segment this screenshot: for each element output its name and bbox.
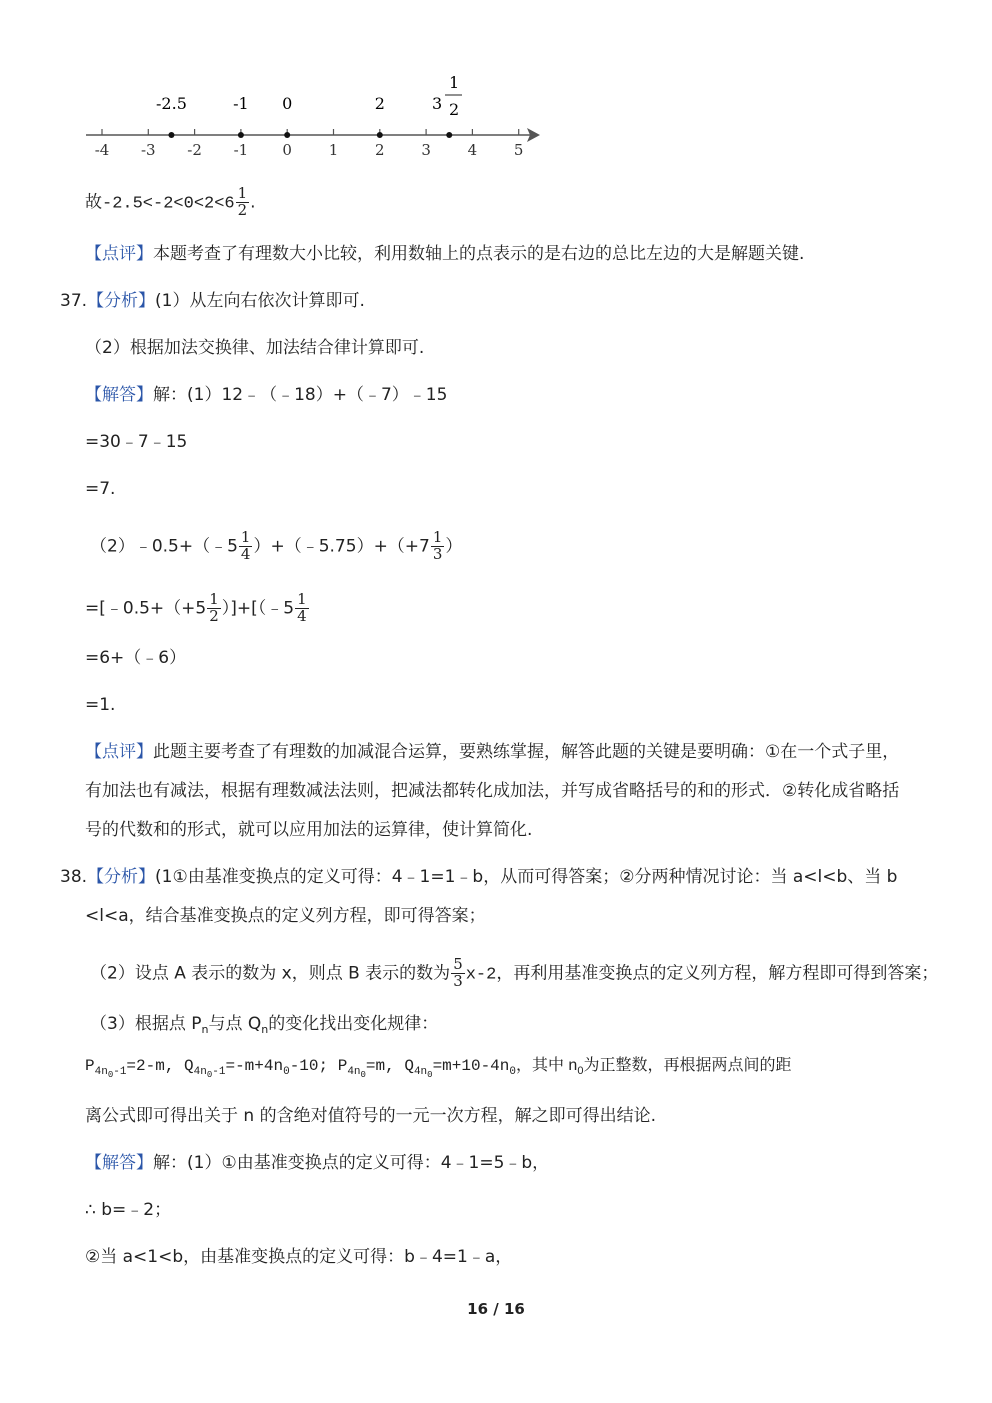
axis-tick-label: -2 (187, 141, 202, 159)
answer-tag: 【解答】 (85, 1153, 153, 1173)
q2-sub (414, 1066, 433, 1078)
axis-tick-label: -3 (140, 141, 156, 159)
frac-num: 1 (297, 590, 307, 608)
sub-text: 4n (413, 1066, 428, 1078)
q37-answer-1: 解：(1）12﹣（﹣18）+（﹣7）﹣15 (153, 385, 448, 405)
q38-analysis-2: <l<a，结合基准变换点的定义列方程，即可得答案； (85, 906, 486, 926)
q1: Q (184, 1057, 194, 1075)
q37-step-2: =7. (85, 479, 116, 499)
q37-part2-a: （2）﹣0.5+（﹣5 (90, 536, 238, 557)
frac-num: 1 (240, 528, 251, 546)
frac-num: 1 (432, 528, 443, 546)
q38-a4-a: （3）根据点 P (90, 1014, 202, 1034)
sub-text: 4n (94, 1066, 108, 1078)
review-text: 本题考查了有理数大小比较，利用数轴上的点表示的是右边的总比左边的大是解题关键. (153, 244, 805, 264)
frac-1-3 (431, 530, 445, 563)
q1-val-tail: -10; (289, 1057, 329, 1075)
q37-part2 (90, 530, 462, 563)
q38-analysis-6: 离公式即可得出关于 n 的含绝对值符号的一元一次方程，解之即可得出结论. (85, 1106, 656, 1126)
axis-tick-label: -4 (94, 141, 110, 159)
subsub-text: 0 (427, 1070, 433, 1080)
axis-tick-label: 0 (282, 141, 292, 159)
axis-tick-label: 3 (421, 141, 431, 159)
q37-step-3 (85, 592, 310, 625)
q37-part2-b: ）+（﹣5.75）+（+7 (253, 536, 430, 557)
frac-den: 3 (453, 971, 463, 990)
q37-step-1: =30﹣7﹣15 (85, 432, 188, 452)
q38-a4-b: 与点 Q (208, 1014, 262, 1034)
frac-1-4b (295, 592, 309, 625)
q37-step-3-a: =[﹣0.5+（+5 (85, 598, 207, 619)
frac-den: 2 (209, 606, 219, 625)
number-line-point (284, 132, 290, 138)
frac-1-4 (239, 530, 253, 563)
frac-1-2 (207, 592, 221, 625)
q38-answer-3: ②当 a<1<b，由基准变换点的定义可得：b﹣4=1﹣a， (85, 1247, 513, 1267)
q37-review-2: 有加法也有减法，根据有理数减法法则，把减法都转化成加法，并写成省略括号的和的形式．②转化成省略括 (85, 781, 900, 801)
review-36 (85, 243, 804, 265)
subscript: n (261, 1023, 269, 1036)
analysis-tag: 【分析】 (87, 867, 156, 887)
tail-a: ，其中 n (515, 1057, 578, 1074)
frac-num: 1 (209, 590, 219, 608)
q37-step-5: =1. (85, 695, 116, 715)
q1-val: =-m+4n (225, 1057, 284, 1075)
q37-part2-c: ） (445, 536, 463, 557)
axis-tick-label: 4 (467, 141, 478, 159)
q38-answer-1 (85, 1152, 549, 1174)
q38-analysis-1 (60, 866, 897, 888)
q37-analysis (60, 290, 365, 312)
point-label: -1 (233, 94, 249, 113)
q1-sub (194, 1066, 226, 1078)
order-end: . (250, 192, 256, 213)
subsub-text: 0 (107, 1070, 114, 1080)
number-line-point (238, 132, 244, 138)
frac-5-3 (451, 957, 465, 990)
q37-review-1 (85, 741, 899, 763)
answer-tag: 【解答】 (85, 385, 153, 405)
point-label-whole: 3 (432, 94, 443, 113)
point-label-num: 1 (449, 73, 460, 92)
subsub-text: 0 (360, 1070, 366, 1080)
q2: Q (404, 1057, 414, 1075)
point-label-den: 2 (449, 100, 460, 119)
axis-tick-label: 5 (513, 141, 524, 159)
q38-a4-c: 的变化找出变化规律： (268, 1014, 439, 1034)
q37-number: 37. (60, 291, 88, 311)
q38-ans-1: 解：(1）①由基准变换点的定义可得：4﹣1=5﹣b， (153, 1153, 550, 1173)
q2-val-sub: 0 (509, 1066, 516, 1078)
q37-review-3: 号的代数和的形式，就可以应用加法的运算律，使计算简化. (85, 820, 533, 840)
point-label: 2 (374, 94, 385, 113)
sub-text: 4n (347, 1066, 361, 1078)
review-tag: 【点评】 (85, 742, 153, 762)
order-frac-den: 2 (237, 200, 248, 219)
p1: P (85, 1057, 95, 1075)
order-fraction (236, 186, 250, 219)
order-line (85, 186, 256, 219)
q37-answer (85, 384, 447, 406)
sub-text: 4n (193, 1066, 207, 1078)
q38-a3-c: ，再利用基准变换点的定义列方程，解方程即可得到答案； (496, 963, 939, 984)
point-label: 0 (282, 94, 293, 113)
page-number: 16 / 16 (467, 1300, 525, 1318)
order-frac-num: 1 (237, 184, 248, 202)
sub-tail: -1 (212, 1066, 226, 1078)
axis-tick-label: -1 (233, 141, 249, 159)
frac-den: 4 (297, 606, 307, 625)
q38-a3-b: x-2 (465, 965, 497, 985)
order-prefix: 故 (85, 192, 102, 213)
tail-sub: 0 (577, 1065, 584, 1077)
number-line-point (168, 132, 174, 138)
p2: P (337, 1057, 348, 1075)
q1-val-sub: 0 (283, 1066, 290, 1078)
q38-answer-2: ∴ b=﹣2； (85, 1200, 172, 1220)
q37-step-4: =6+（﹣6） (85, 648, 187, 668)
point-label: -2.5 (156, 94, 187, 113)
number-line (0, 0, 560, 170)
q38-a3-a: （2）设点 A 表示的数为 x，则点 B 表示的数为 (90, 963, 451, 984)
p2-sub (347, 1066, 366, 1078)
q38-a1: (1①由基准变换点的定义可得：4﹣1=1﹣b，从而可得答案；②分两种情况讨论：当 a<l<b、当 b (155, 867, 898, 887)
q38-analysis-4 (90, 1013, 438, 1041)
q38-analysis-3 (90, 957, 938, 990)
frac-den: 3 (432, 544, 443, 563)
axis-tick-label: 1 (328, 141, 339, 159)
q37-analysis-1: (1）从左向右依次计算即可. (155, 291, 365, 311)
q37-analysis-2: （2）根据加法交换律、加法结合律计算即可. (85, 338, 425, 358)
review-tag: 【点评】 (85, 244, 153, 264)
number-line-point (446, 132, 452, 138)
order-expr: -2.5<-2<0<2<6 (102, 194, 235, 214)
p2-val: =m, (365, 1057, 395, 1075)
q2-val: =m+10-4n (432, 1057, 510, 1075)
sub-tail: -1 (113, 1066, 127, 1078)
q38-analysis-5 (85, 1055, 791, 1086)
p1-sub (95, 1066, 127, 1078)
axis-tick-label: 2 (375, 141, 385, 159)
tail-b: 为正整数，再根据两点间的距 (583, 1057, 792, 1074)
q37-review-text-1: 此题主要考查了有理数的加减混合运算，要熟练掌握，解答此题的关键是要明确：①在一个式子里， (153, 742, 900, 762)
subsub-text: 0 (206, 1070, 213, 1080)
q37-step-3-b: ）]+[（﹣5 (221, 598, 295, 619)
q38-number: 38. (60, 867, 88, 887)
analysis-tag: 【分析】 (87, 291, 156, 311)
subscript: n (201, 1023, 209, 1036)
frac-den: 4 (240, 544, 251, 563)
frac-num: 5 (453, 955, 463, 973)
p1-val: =2-m, (126, 1057, 175, 1075)
number-line-point (377, 132, 383, 138)
